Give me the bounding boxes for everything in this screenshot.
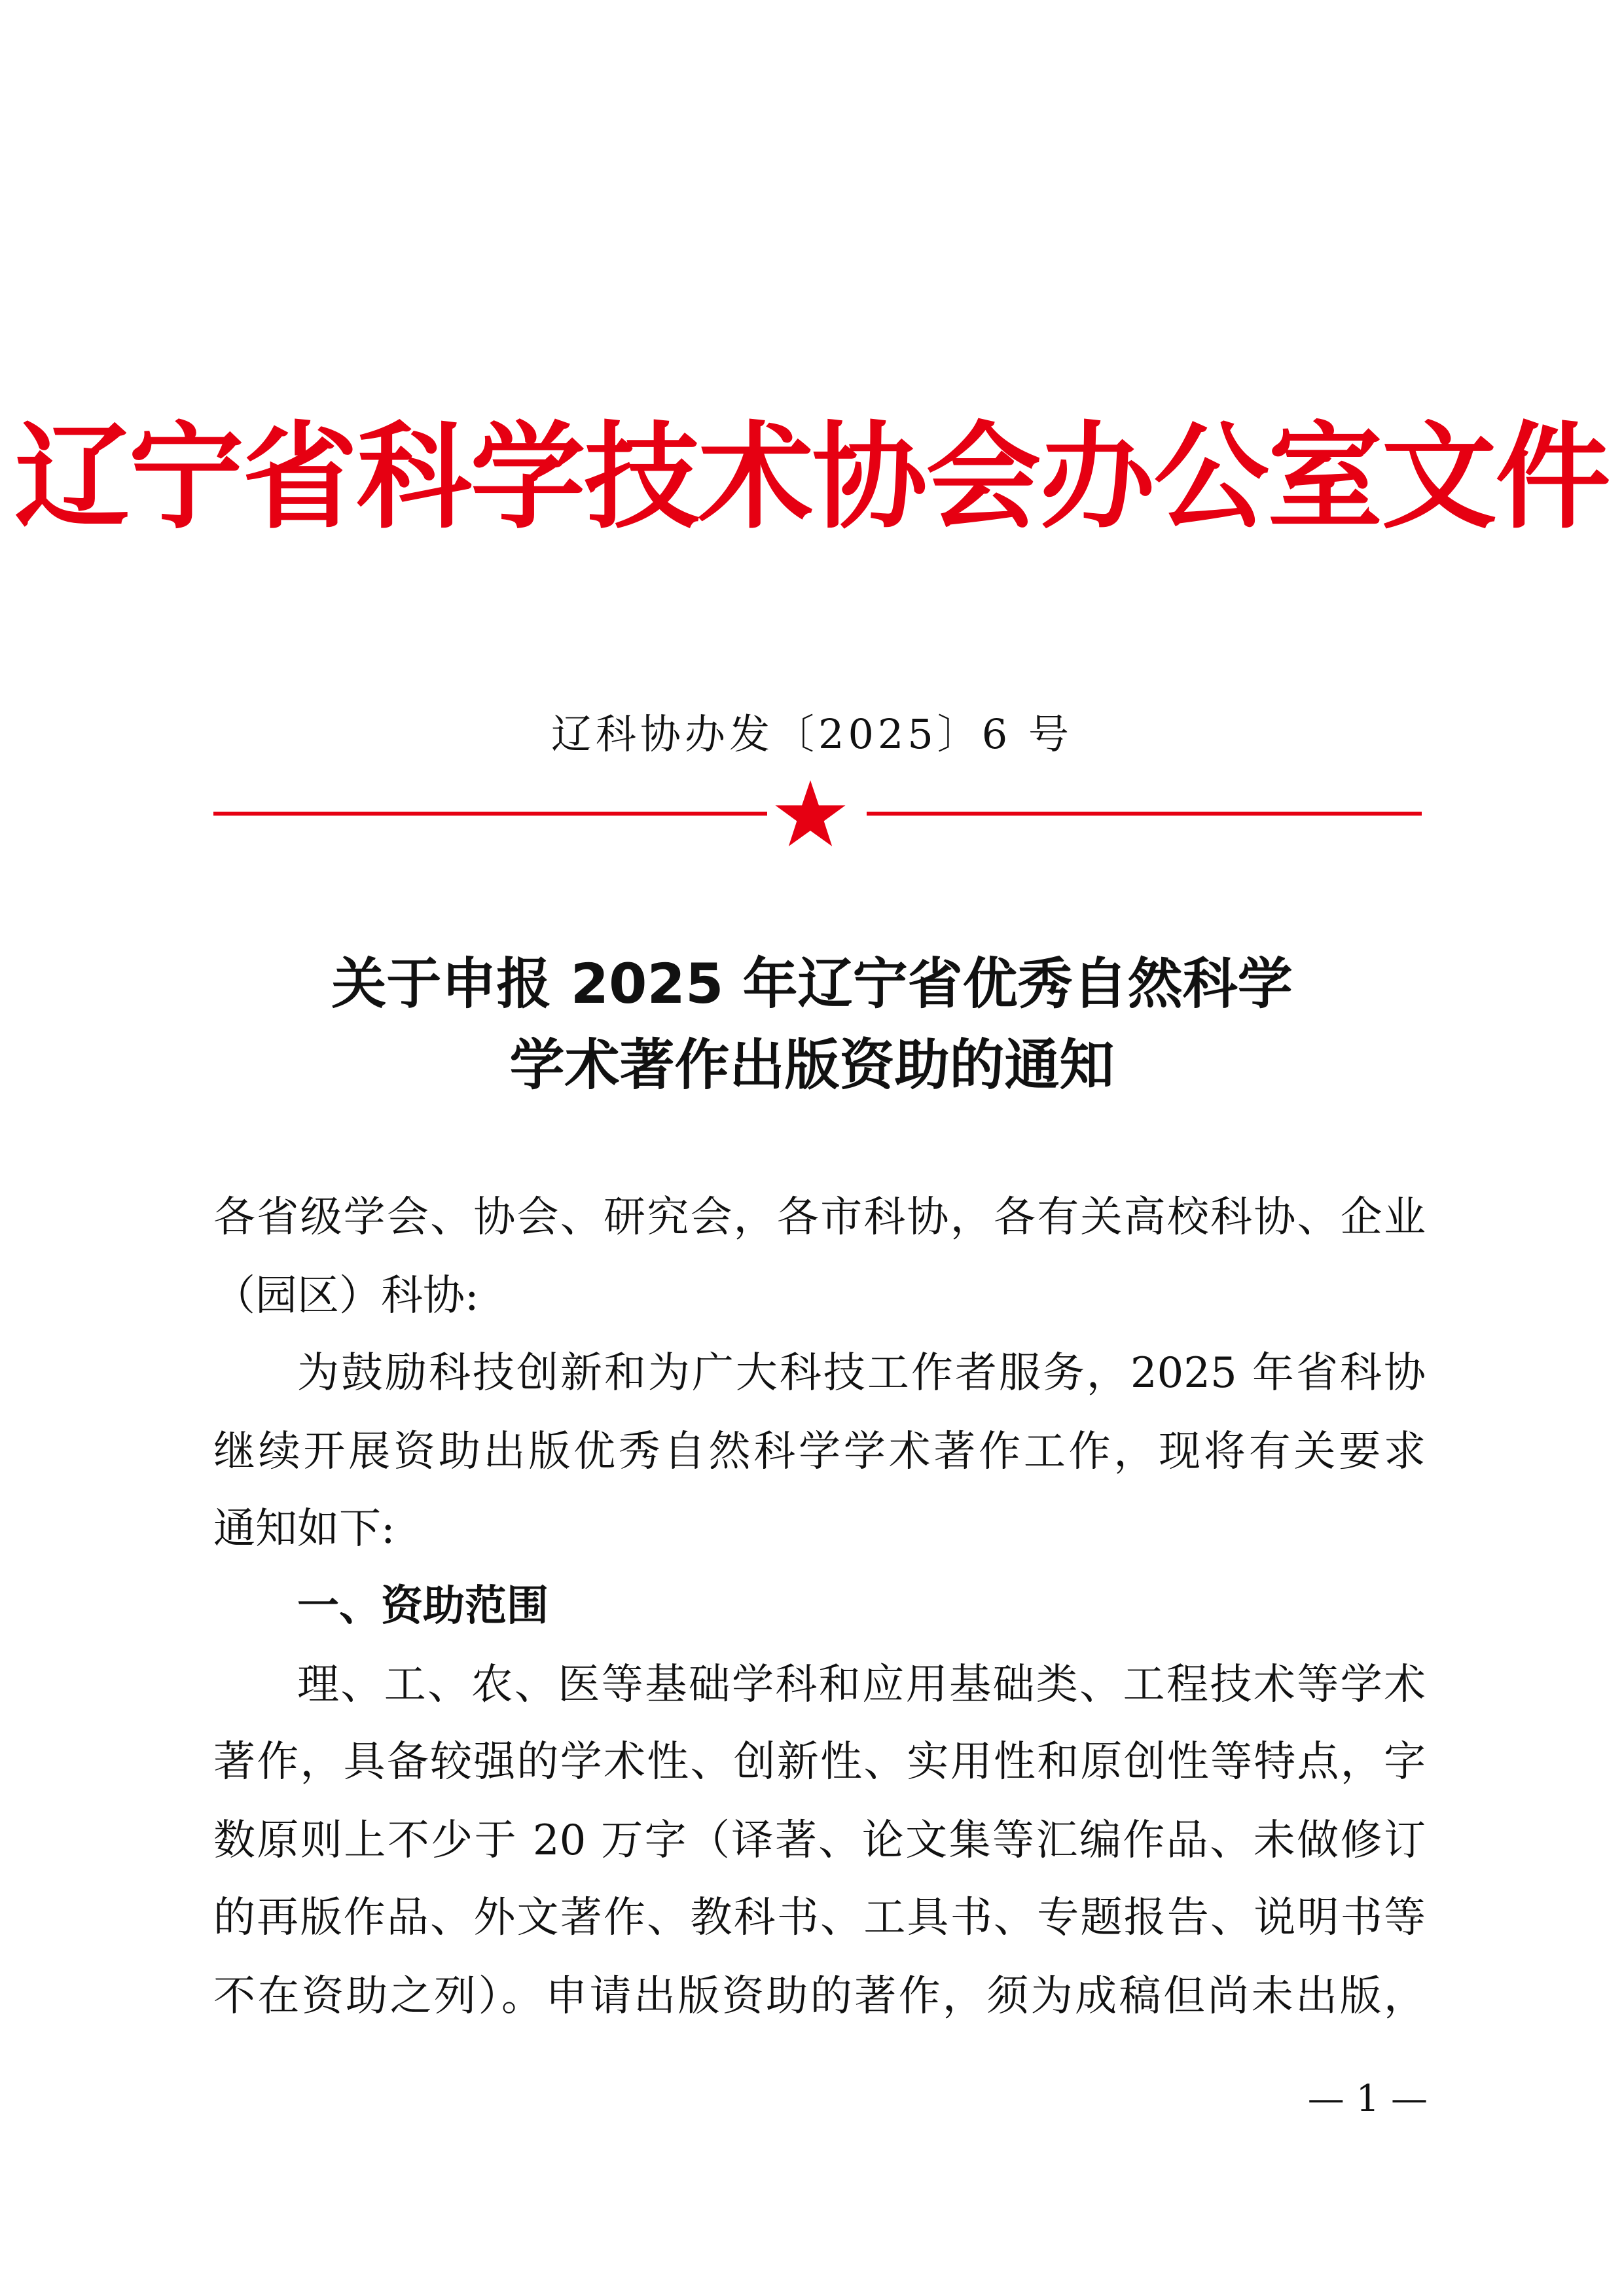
paragraph-line: 为鼓励科技创新和为广大科技工作者服务，2025 年省科协 — [297, 1349, 1426, 1397]
paragraph-line: 继续开展资助出版优秀自然科学学术著作工作，现将有关要求 — [213, 1428, 1426, 1476]
paragraph-line: 数原则上不少于 20 万字（译著、论文集等汇编作品、未做修订 — [213, 1816, 1426, 1865]
salutation-line-1: 各省级学会、协会、研究会，各市科协，各有关高校科协、企业 — [213, 1193, 1426, 1242]
red-divider-right — [867, 812, 1422, 816]
star-icon — [774, 780, 846, 848]
paragraph-line: 通知如下: — [213, 1505, 395, 1553]
section-heading: 一、资助范围 — [297, 1582, 549, 1631]
notice-title-line-1: 关于申报 2025 年辽宁省优秀自然科学 — [331, 952, 1293, 1016]
notice-title-line-2: 学术著作出版资助的通知 — [509, 1033, 1115, 1097]
red-divider-left — [213, 812, 767, 816]
masthead: 辽宁省科学技术协会办公室文件 — [14, 410, 1610, 545]
page-number: — 1 — — [1307, 2078, 1428, 2120]
paragraph-line: 的再版作品、外文著作、教科书、工具书、专题报告、说明书等 — [213, 1894, 1426, 1942]
salutation-line-2: （园区）科协: — [213, 1272, 479, 1320]
paragraph-line: 不在资助之列）。申请出版资助的著作，须为成稿但尚未出版， — [213, 1972, 1426, 2021]
document-number: 辽科协办发〔2025〕6 号 — [551, 710, 1073, 758]
paragraph-line: 理、工、农、医等基础学科和应用基础类、工程技术等学术 — [297, 1661, 1426, 1709]
paragraph-line: 著作，具备较强的学术性、创新性、实用性和原创性等特点，字 — [213, 1738, 1426, 1786]
